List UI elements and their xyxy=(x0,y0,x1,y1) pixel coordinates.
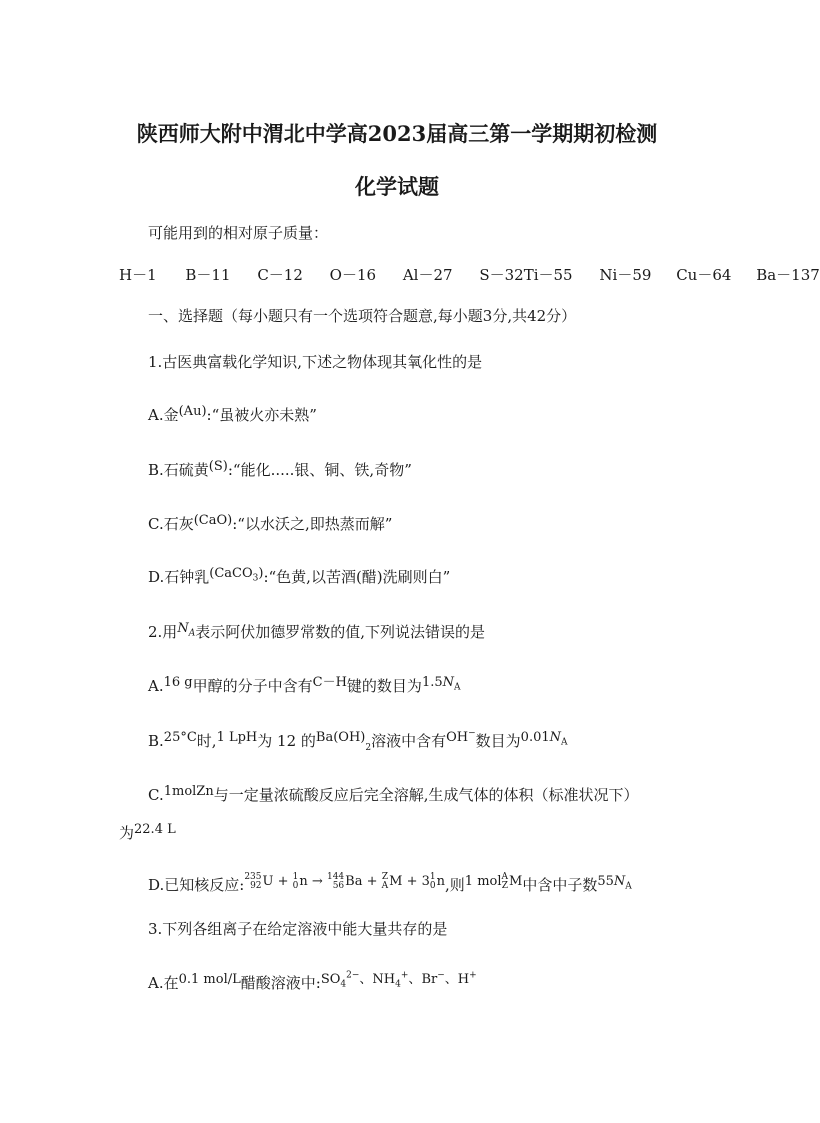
mass-item: B－11 xyxy=(185,266,231,284)
math: 22.4 L xyxy=(134,822,176,837)
text: 为 12 的 xyxy=(257,732,316,750)
option-label: D.石钟乳 xyxy=(148,568,210,586)
mass-item: S－32Ti－55 xyxy=(479,266,573,284)
option-label: C. xyxy=(148,786,164,804)
value: 55 xyxy=(597,874,614,889)
mass-item: Ni－59 xyxy=(599,266,652,284)
atomic-number: 92 xyxy=(250,880,262,891)
superscript: + xyxy=(400,970,409,981)
q2-option-c-cont xyxy=(119,822,176,843)
subscript: 4 xyxy=(395,979,401,990)
q1-option-b xyxy=(148,459,412,480)
atomic-number: 0 xyxy=(292,880,299,891)
math xyxy=(520,730,568,748)
q2-option-c xyxy=(148,784,639,805)
mass-number: A xyxy=(501,871,509,882)
nuclide-index xyxy=(293,873,299,891)
superscript: − xyxy=(468,728,476,739)
subscript: A xyxy=(188,628,196,639)
arrow: → xyxy=(311,874,323,889)
mass-item: Cu－64 xyxy=(676,266,732,284)
formula xyxy=(209,566,264,584)
mass-item: O－16 xyxy=(329,266,377,284)
math: 1molZn xyxy=(163,784,214,799)
option-text: :“以水沃之,即热蒸而解” xyxy=(232,515,393,533)
text: 甲醇的分子中含有 xyxy=(192,677,313,695)
text: 数目为 xyxy=(475,732,521,750)
mass-number: Z xyxy=(381,871,389,882)
text: 键的数目为 xyxy=(346,677,422,695)
mass-list xyxy=(119,264,820,285)
subscript: A xyxy=(625,881,632,892)
text: 2.用 xyxy=(148,623,178,641)
q1-option-c xyxy=(148,513,392,534)
symbol: U xyxy=(262,874,274,889)
superscript: − xyxy=(437,970,445,981)
option-text: :“色黄,以苦酒(醋)洗刷则白” xyxy=(263,568,451,586)
text: 时, xyxy=(196,732,217,750)
formula: (S) xyxy=(208,459,228,474)
math: 0.1 mol/L xyxy=(178,972,241,987)
q2-option-d xyxy=(148,871,632,897)
option-label: A.金 xyxy=(148,406,179,424)
math: C－H xyxy=(312,675,347,690)
operator: + 3 xyxy=(406,874,430,889)
subscript: A xyxy=(454,682,461,693)
nuclide-index xyxy=(502,873,509,891)
text: N xyxy=(177,621,189,636)
formula: (CaO) xyxy=(193,513,233,528)
text: N xyxy=(442,675,454,690)
text: Ba(OH) xyxy=(315,730,366,745)
text: N xyxy=(613,874,626,889)
subscript: 2 xyxy=(365,743,372,753)
nuclide-index xyxy=(244,873,261,891)
subscript: 3 xyxy=(252,573,259,584)
math: 25°C xyxy=(163,730,197,745)
value: 1.5 xyxy=(421,675,443,690)
page-subtitle: 化学试题 xyxy=(355,174,439,199)
nuclide-index xyxy=(382,873,389,891)
page-title: 陕西师大附中渭北中学高2023届高三第一学期期初检测 xyxy=(136,121,658,146)
math xyxy=(446,730,476,745)
atomic-number: Z xyxy=(501,880,509,891)
na-symbol xyxy=(177,621,196,639)
math xyxy=(464,871,523,891)
symbol: n xyxy=(436,874,446,889)
symbol: M xyxy=(389,874,403,889)
mass-item: Ba－137 xyxy=(756,266,820,284)
q2-option-a xyxy=(148,675,461,698)
option-label: A. xyxy=(148,677,164,695)
mass-item: C－12 xyxy=(257,266,303,284)
text: 与一定量浓硫酸反应后完全溶解,生成气体的体积（标准状况下） xyxy=(213,786,639,804)
math xyxy=(421,675,461,693)
nuclear-equation xyxy=(244,871,446,891)
text: 醋酸溶液中: xyxy=(240,974,321,992)
separator: 、 xyxy=(444,972,458,987)
text: 表示阿伏加德罗常数的值,下列说法错误的是 xyxy=(195,623,485,641)
text: ,则 xyxy=(445,876,465,894)
mass-intro: 可能用到的相对原子质量： xyxy=(148,224,329,242)
formula-part: ) xyxy=(258,566,264,581)
q1-option-a xyxy=(148,404,317,425)
separator: 、 xyxy=(359,972,373,987)
text: 中含中子数 xyxy=(522,876,598,894)
option-label: D.已知核反应: xyxy=(148,876,245,894)
ion: SO xyxy=(320,972,341,987)
value: 0.01 xyxy=(520,730,550,745)
formula: (Au) xyxy=(178,404,207,419)
section-heading: 一、选择题（每小题只有一个选项符合题意,每小题3分,共42分） xyxy=(148,307,577,325)
q2-stem xyxy=(148,621,485,644)
operator: + xyxy=(277,874,289,889)
option-text: :“虽被火亦未熟” xyxy=(206,406,317,424)
q3-stem: 3.下列各组离子在给定溶液中能大量共存的是 xyxy=(148,920,448,938)
superscript: 2− xyxy=(346,970,360,981)
subscript: 4 xyxy=(340,979,347,990)
ion: Br xyxy=(421,972,438,987)
text: OH xyxy=(446,730,469,745)
option-label: A.在 xyxy=(148,974,179,992)
subscript: A xyxy=(561,737,568,748)
option-text: :“能化.....银、铜、铁,奇物” xyxy=(227,461,412,479)
atomic-number: 0 xyxy=(429,880,436,891)
mass-number: 1 xyxy=(292,871,299,882)
symbol: n xyxy=(299,874,308,889)
option-label: C.石灰 xyxy=(148,515,194,533)
ion: H xyxy=(457,972,470,987)
mass-number: 235 xyxy=(244,871,262,882)
mass-item: Al－27 xyxy=(402,266,453,284)
separator: 、 xyxy=(408,972,422,987)
text: 为 xyxy=(119,824,135,842)
mass-item: H－1 xyxy=(119,266,157,284)
atomic-number: A xyxy=(381,880,389,891)
nuclide-index xyxy=(327,873,344,891)
math: 1 LpH xyxy=(216,730,258,745)
symbol: Ba xyxy=(345,874,363,889)
text: 1 mol xyxy=(464,874,502,889)
math: 16 g xyxy=(163,675,193,690)
math xyxy=(316,730,365,745)
formula-part: (CaCO xyxy=(209,566,253,581)
symbol: M xyxy=(509,874,523,889)
superscript: + xyxy=(469,970,477,981)
mass-number: 144 xyxy=(326,871,345,882)
option-label: B. xyxy=(148,732,164,750)
option-label: B.石硫黄 xyxy=(148,461,209,479)
q3-option-a xyxy=(148,972,477,995)
nuclide-index xyxy=(430,873,436,891)
q1-stem: 1.古医典富载化学知识,下述之物体现其氧化性的是 xyxy=(148,353,483,371)
text: N xyxy=(549,730,561,745)
text: 溶液中含有 xyxy=(371,732,447,750)
mass-number: 1 xyxy=(429,871,436,882)
q1-option-d xyxy=(148,566,450,589)
ion-list xyxy=(320,970,477,990)
q2-option-b xyxy=(148,730,568,753)
operator: + xyxy=(366,874,378,889)
ion: NH xyxy=(372,972,396,987)
math xyxy=(597,874,632,892)
atomic-number: 56 xyxy=(332,880,345,891)
